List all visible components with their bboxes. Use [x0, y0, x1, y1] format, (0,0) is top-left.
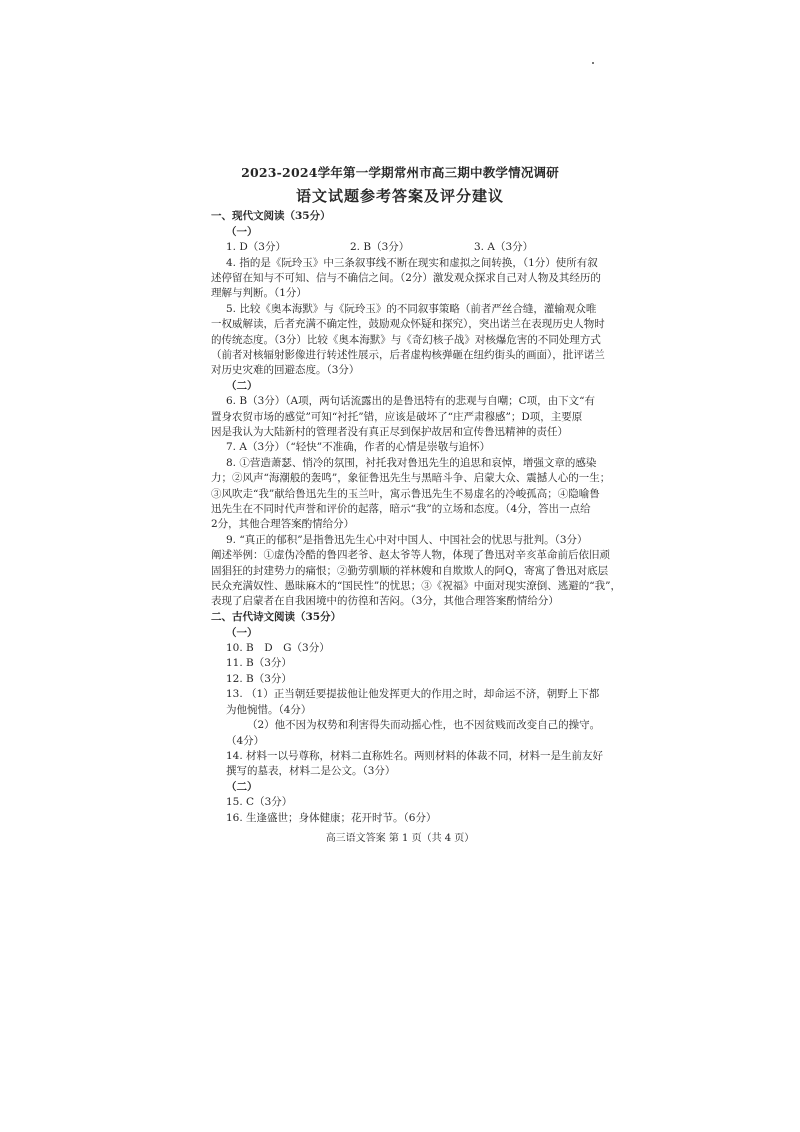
text-line: 5. 比较《奥本海默》与《阮玲玉》的不同叙事策略（前者严丝合缝，灌输观众唯 — [226, 303, 597, 315]
text-line: 16. 生逢盛世；身体健康；花开时节。（6分） — [226, 812, 437, 824]
text-line: 14. 材料一以号尊称，材料二直称姓名。两则材料的体裁不同，材料一是生前友好 — [226, 750, 604, 762]
text-line: 因是我认为大陆新村的管理者没有真正尽到保护故居和宣传鲁迅精神的责任） — [211, 426, 568, 438]
text-line: 3. A（3分） — [474, 241, 534, 253]
text-line: 述停留在知与不可知、信与不确信之间。（2分）激发观众探求自己对人物及其经历的 — [211, 272, 601, 284]
text-line: 对历史灾难的回避态度。（3分） — [211, 364, 360, 376]
text-line: 7. A（3分）（“轻快”不准确，作者的心情是崇敬与追怀） — [226, 441, 491, 453]
text-line: 的传统态度。（3分）比较《奥本海默》与《奇幻核子战》对核爆危害的不同处理方式 — [211, 334, 601, 346]
text-line: 表现了启蒙者在自我困境中的彷徨和苦闷。（3分，其他合理答案酌情给分） — [211, 595, 559, 607]
text-line: 力；②风声“海潮般的轰鸣”，象征鲁迅先生与黑暗斗争、启蒙大众、震撼人心的一生； — [211, 472, 611, 484]
text-line: 4. 指的是《阮玲玉》中三条叙事线不断在现实和虚拟之间转换，（1分）使所有叙 — [226, 257, 598, 269]
answer-key-title: 语文试题参考答案及评分建议 — [295, 187, 504, 205]
text-line: 9. “真正的郁积”是指鲁迅先生心中对中国人、中国社会的忧思与批判。（3分） — [226, 534, 588, 546]
text-line: 迅先生在不同时代声誉和评价的起落，暗示“我”的立场和态度。（4分，答出一点给 — [211, 503, 591, 515]
scan-speck — [592, 62, 594, 64]
text-line: 固猖狂的封建势力的痛恨；②勤劳驯顺的祥林嫂和自欺欺人的阿Q，寄寓了鲁迅对底层 — [211, 565, 609, 577]
text-line: 理解与判断。（1分） — [211, 287, 307, 299]
text-line: 15. C（3分） — [226, 796, 293, 808]
text-line: 置身农贸市场的感觉”可知“衬托”错，应该是破坏了“庄严肃穆感”；D项，主要原 — [211, 411, 583, 423]
text-line: 11. B（3分） — [226, 657, 292, 669]
section-heading: （二） — [226, 380, 258, 392]
text-line: 6. B（3分）（A项，两句话流露出的是鲁迅特有的悲观与自嘲；C项，由下文“有 — [226, 395, 595, 407]
text-line: 民众充满奴性、愚昧麻木的“国民性”的忧思；③《祝福》中面对现实潦倒、逃避的“我”， — [211, 580, 621, 592]
text-line: （前者对核辐射影像进行转述性展示，后者虚构核弹砸在纽约街头的画面），批评诺兰 — [211, 349, 605, 361]
text-line: 2. B（3分） — [350, 241, 410, 253]
text-line: 13. （1）正当朝廷要提拔他让他发挥更大的作用之时，却命运不济，朝野上下都 — [226, 688, 600, 700]
page-footer: 高三语文答案 第 1 页（共 4 页） — [325, 833, 475, 844]
text-line: （4分） — [226, 735, 265, 747]
text-line: 为他惋惜。（4分） — [226, 704, 312, 716]
text-line: 8. ①营造萧瑟、悄冷的氛围，衬托我对鲁迅先生的追思和哀悼，增强文章的感染 — [226, 457, 597, 469]
text-line: 2分，其他合理答案酌情给分） — [211, 518, 355, 530]
text-line: 12. B（3分） — [226, 673, 292, 685]
exam-title: 2023-2024学年第一学期常州市高三期中教学情况调研 — [241, 165, 559, 180]
text-line: 1. D（3分） — [226, 241, 286, 253]
text-line: 一权威解读，后者充满不确定性，鼓励观众怀疑和探究），突出诺兰在表现历史人物时 — [211, 318, 605, 330]
section-heading: 二、古代诗文阅读（35分） — [211, 611, 342, 623]
text-line: 撰写的墓表，材料二是公文。（3分） — [226, 765, 396, 777]
section-heading: （一） — [226, 627, 258, 639]
text-line: ③风吹走“我”献给鲁迅先生的玉兰叶，寓示鲁迅先生不易虚名的冷峻孤高；④隐喻鲁 — [211, 488, 600, 500]
section-heading: （一） — [226, 226, 258, 238]
section-heading: （二） — [226, 781, 258, 793]
text-line: 阐述举例：①虚伪冷酷的鲁四老爷、赵太爷等人物，体现了鲁迅对辛亥革命前后依旧顽 — [211, 549, 610, 561]
section-heading: 一、现代文阅读（35分） — [211, 210, 331, 222]
text-line: 10. B D G（3分） — [226, 642, 330, 654]
text-line: （2）他不因为权势和利害得失而动摇心性，也不因贫贱而改变自己的操守。 — [247, 719, 601, 731]
